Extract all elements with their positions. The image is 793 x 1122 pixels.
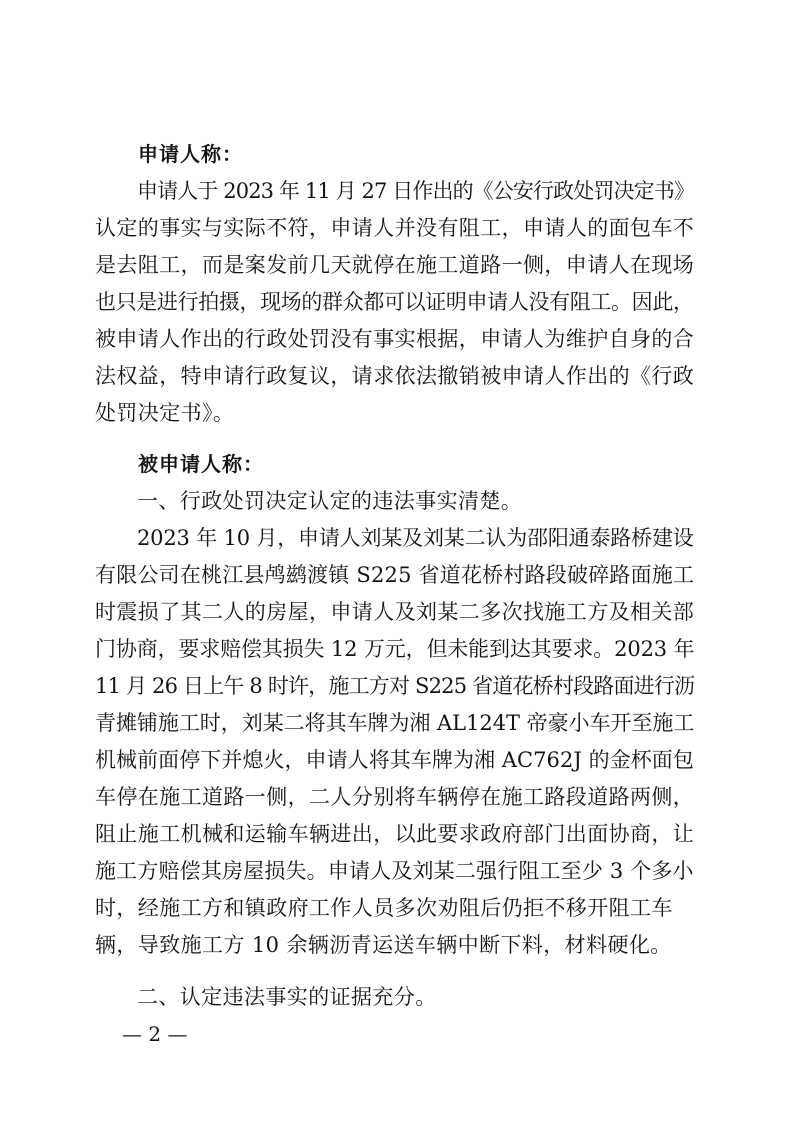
heading-respondent: 被申请人称： (138, 452, 264, 476)
paragraph-line: 申请人于 2023 年 11 月 27 日作出的《公安行政处罚决定书》 (137, 179, 694, 203)
paragraph-line: 辆，导致施工方 10 余辆沥青运送车辆中断下料，材料硬化。 (95, 933, 672, 957)
page-number: — 2 — (122, 1022, 188, 1046)
paragraph-line: 机械前面停下并熄火，申请人将其车牌为湘 AC762J 的金杯面包 (95, 748, 694, 772)
paragraph-line: 认定的事实与实际不符，申请人并没有阻工，申请人的面包车不 (95, 216, 695, 240)
paragraph-line: 阻止施工机械和运输车辆进出，以此要求政府部门出面协商，让 (95, 822, 695, 846)
section-one-heading: 一、行政处罚决定认定的违法事实清楚。 (137, 489, 523, 513)
heading-applicant: 申请人称： (138, 142, 243, 166)
paragraph-line: 时，经施工方和镇政府工作人员多次劝阻后仍拒不移开阻工车 (95, 896, 673, 920)
paragraph-line: 青摊铺施工时，刘某二将其车牌为湘 AL124T 帝豪小车开至施工 (95, 711, 695, 735)
paragraph-line: 法权益，特申请行政复议，请求依法撤销被申请人作出的《行政 (95, 364, 695, 388)
paragraph-line: 2023 年 10 月，申请人刘某及刘某二认为邵阳通泰路桥建设 (137, 526, 694, 550)
paragraph-line: 施工方赔偿其房屋损失。申请人及刘某二强行阻工至少 3 个多小 (95, 859, 694, 883)
paragraph-line: 时震损了其二人的房屋，申请人及刘某二多次找施工方及相关部 (95, 600, 695, 624)
section-two-heading: 二、认定违法事实的证据充分。 (137, 985, 437, 1009)
paragraph-line: 车停在施工道路一侧，二人分别将车辆停在施工路段道路两侧， (95, 785, 695, 809)
paragraph-line: 门协商，要求赔偿其损失 12 万元，但未能到达其要求。2023 年 (95, 637, 695, 661)
paragraph-line: 11 月 26 日上午 8 时许，施工方对 S225 省道花桥村段路面进行沥 (95, 674, 695, 698)
paragraph-line: 有限公司在桃江县鸬鹚渡镇 S225 省道花桥村路段破碎路面施工 (95, 563, 695, 587)
paragraph-line: 也只是进行拍摄，现场的群众都可以证明申请人没有阻工。因此， (95, 290, 694, 314)
paragraph-line: 被申请人作出的行政处罚没有事实根据，申请人为维护自身的合 (95, 327, 695, 351)
paragraph-line: 是去阻工，而是案发前几天就停在施工道路一侧，申请人在现场 (95, 253, 695, 277)
paragraph-line: 处罚决定书》。 (95, 401, 235, 425)
